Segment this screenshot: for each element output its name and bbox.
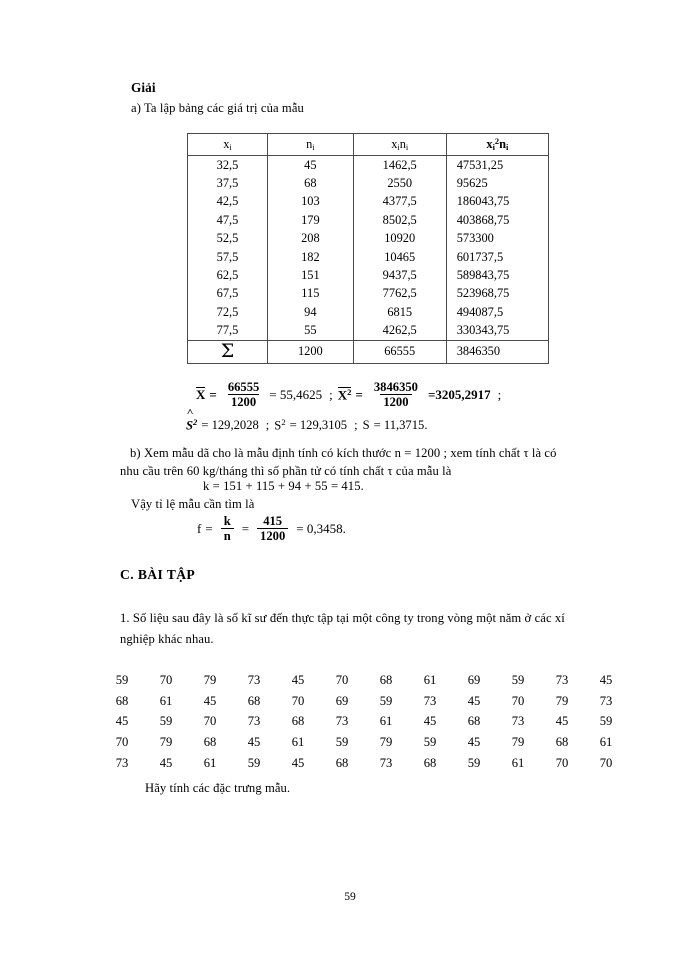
mean-formula bbox=[196, 380, 506, 409]
data-value: 70 bbox=[599, 756, 613, 771]
sample-variance-symbol: ˄ $S^2$ bbox=[186, 406, 198, 433]
f-symbol: f bbox=[197, 520, 202, 536]
exercise-data-grid bbox=[100, 670, 628, 774]
exercises-heading: C. BÀI TẬP bbox=[120, 567, 196, 582]
data-value: 61 bbox=[379, 714, 393, 729]
cell-xini: 10920 bbox=[353, 230, 446, 248]
data-value: 68 bbox=[555, 735, 569, 750]
data-value: 70 bbox=[159, 672, 173, 687]
separator: ; bbox=[329, 386, 333, 402]
fraction-denominator: 1200 bbox=[380, 394, 411, 409]
data-value: 45 bbox=[467, 735, 481, 750]
fraction-denominator: 1200 bbox=[228, 394, 259, 409]
cell-ni: 179 bbox=[267, 211, 353, 229]
cell-ni: 115 bbox=[267, 285, 353, 303]
mean-result: = 55,4625 bbox=[269, 386, 323, 402]
fraction-denominator: 1200 bbox=[257, 528, 288, 543]
cell-ni: 182 bbox=[267, 248, 353, 266]
cell-xini: 4262,5 bbox=[353, 322, 446, 341]
table-row bbox=[188, 285, 549, 303]
equals-sign: = bbox=[241, 520, 250, 536]
cell-xi2ni: 330343,75 bbox=[446, 322, 548, 341]
cell-xi2ni: 186043,75 bbox=[446, 193, 548, 211]
data-value: 79 bbox=[511, 735, 525, 750]
data-value: 61 bbox=[159, 693, 173, 708]
cell-xi: 62,5 bbox=[188, 266, 268, 284]
data-value: 70 bbox=[203, 714, 217, 729]
data-value: 73 bbox=[247, 672, 261, 687]
data-value: 68 bbox=[247, 693, 261, 708]
cell-xi2ni: 601737,5 bbox=[446, 248, 548, 266]
data-value: 68 bbox=[115, 693, 129, 708]
table-row bbox=[188, 266, 549, 284]
table-row bbox=[188, 303, 549, 321]
data-value: 45 bbox=[599, 672, 613, 687]
cell-xi: 47,5 bbox=[188, 211, 268, 229]
variance-value-1: = 129,2028 bbox=[201, 417, 259, 432]
cell-sum-xini: 66555 bbox=[353, 340, 446, 363]
part-b-line-1: b) Xem mẫu dã cho là mẫu định tính có kích thước n = 1200 ; xem tính chất τ là có bbox=[130, 446, 557, 460]
data-grid-row bbox=[100, 753, 628, 774]
data-value: 59 bbox=[599, 714, 613, 729]
solution-heading: Giải bbox=[131, 80, 156, 95]
proportion-result: = 0,3458. bbox=[296, 520, 346, 536]
cell-xi: 52,5 bbox=[188, 230, 268, 248]
mean-square-result: =3205,2917 bbox=[427, 386, 491, 402]
cell-xi: 72,5 bbox=[188, 303, 268, 321]
equals-sign: = bbox=[355, 386, 363, 402]
mean-fraction bbox=[225, 380, 262, 409]
data-value: 68 bbox=[467, 714, 481, 729]
fraction-numerator: k bbox=[223, 514, 231, 528]
data-grid-row bbox=[100, 732, 628, 753]
trailing-separator: ; bbox=[497, 386, 502, 402]
table-row bbox=[188, 174, 549, 192]
cell-xini: 10465 bbox=[353, 248, 446, 266]
data-value: 73 bbox=[247, 714, 261, 729]
data-value: 59 bbox=[423, 735, 437, 750]
cell-sum-ni: 1200 bbox=[267, 340, 353, 363]
table-body bbox=[188, 156, 549, 364]
equals-sign: = bbox=[205, 520, 213, 536]
data-value: 79 bbox=[379, 735, 393, 750]
data-value: 59 bbox=[335, 735, 349, 750]
cell-ni: 68 bbox=[267, 174, 353, 192]
data-value: 45 bbox=[115, 714, 129, 729]
numeric-fraction bbox=[257, 514, 288, 543]
frequency-table bbox=[187, 133, 549, 364]
hat-accent: ˄ bbox=[187, 406, 194, 418]
k-calculation: k = 151 + 115 + 94 + 55 = 415. bbox=[203, 479, 364, 493]
data-value: 45 bbox=[203, 693, 217, 708]
cell-xini: 9437,5 bbox=[353, 266, 446, 284]
mean-symbol: X bbox=[196, 387, 206, 403]
data-value: 73 bbox=[511, 714, 525, 729]
cell-xini: 7762,5 bbox=[353, 285, 446, 303]
separator: ; bbox=[354, 417, 358, 432]
table-row bbox=[188, 322, 549, 341]
table-sum-row bbox=[188, 340, 549, 363]
cell-xi2ni: 523968,75 bbox=[446, 285, 548, 303]
exercise-1-line-2: nghiệp khác nhau. bbox=[120, 632, 214, 646]
cell-xi2ni: 47531,25 bbox=[446, 156, 548, 175]
cell-xi2ni: 589843,75 bbox=[446, 266, 548, 284]
table-row bbox=[188, 230, 549, 248]
solution-part-a-intro: a) Ta lập bảng các giá trị của mẫu bbox=[131, 101, 304, 115]
s-symbol: S bbox=[362, 417, 370, 432]
cell-xini: 2550 bbox=[353, 174, 446, 192]
data-value: 69 bbox=[335, 693, 349, 708]
data-value: 45 bbox=[467, 693, 481, 708]
data-value: 70 bbox=[291, 693, 305, 708]
data-value: 70 bbox=[335, 672, 349, 687]
cell-ni: 208 bbox=[267, 230, 353, 248]
fraction-numerator: 3846350 bbox=[373, 380, 418, 394]
k-over-n-fraction bbox=[221, 514, 234, 543]
data-grid-row bbox=[100, 670, 628, 691]
data-value: 68 bbox=[423, 756, 437, 771]
data-value: 69 bbox=[467, 672, 481, 687]
data-value: 70 bbox=[555, 756, 569, 771]
data-value: 61 bbox=[291, 735, 305, 750]
variance-formula bbox=[186, 406, 428, 433]
data-value: 68 bbox=[203, 735, 217, 750]
data-value: 45 bbox=[159, 756, 173, 771]
cell-xi: 42,5 bbox=[188, 193, 268, 211]
data-value: 79 bbox=[203, 672, 217, 687]
cell-ni: 45 bbox=[267, 156, 353, 175]
column-header-xi2ni: $xi^2ni$ bbox=[446, 134, 548, 156]
data-value: 70 bbox=[511, 693, 525, 708]
cell-xini: 6815 bbox=[353, 303, 446, 321]
data-value: 59 bbox=[159, 714, 173, 729]
cell-xi: 77,5 bbox=[188, 322, 268, 341]
data-value: 61 bbox=[511, 756, 525, 771]
table-header-row bbox=[188, 134, 549, 156]
data-value: 45 bbox=[291, 756, 305, 771]
data-value: 45 bbox=[555, 714, 569, 729]
data-grid-row bbox=[100, 691, 628, 712]
data-value: 68 bbox=[335, 756, 349, 771]
table-row bbox=[188, 211, 549, 229]
data-value: 73 bbox=[423, 693, 437, 708]
table-row bbox=[188, 248, 549, 266]
cell-xi: 32,5 bbox=[188, 156, 268, 175]
data-value: 61 bbox=[423, 672, 437, 687]
separator: ; bbox=[265, 417, 270, 432]
data-value: 73 bbox=[555, 672, 569, 687]
exercise-1-closing: Hãy tính các đặc trưng mẫu. bbox=[145, 781, 291, 795]
column-header-xi: xi bbox=[188, 134, 268, 156]
page-number: 59 bbox=[344, 890, 356, 903]
data-value: 59 bbox=[467, 756, 481, 771]
cell-xi: 57,5 bbox=[188, 248, 268, 266]
cell-ni: 103 bbox=[267, 193, 353, 211]
cell-xi2ni: 494087,5 bbox=[446, 303, 548, 321]
cell-xi2ni: 95625 bbox=[446, 174, 548, 192]
data-value: 61 bbox=[599, 735, 613, 750]
cell-xini: 1462,5 bbox=[353, 156, 446, 175]
equals-sign: = bbox=[209, 386, 217, 402]
data-grid-row bbox=[100, 712, 628, 733]
column-header-ni: ni bbox=[267, 134, 353, 156]
cell-ni: 55 bbox=[267, 322, 353, 341]
data-value: 68 bbox=[291, 714, 305, 729]
part-b-line-2: nhu cầu trên 60 kg/tháng thì số phần tử có tính chất τ của mẫu là bbox=[120, 464, 452, 478]
conclusion-intro: Vậy tỉ lệ mẫu cần tìm là bbox=[131, 497, 255, 511]
cell-xi2ni: 573300 bbox=[446, 230, 548, 248]
data-value: 68 bbox=[379, 672, 393, 687]
exercise-1-line-1: 1. Số liệu sau đây là số kĩ sư đến thực tập tại một công ty trong vòng một năm ở các xí bbox=[120, 611, 565, 625]
variance-value-2: = 129,3105 bbox=[289, 417, 348, 432]
mean-square-symbol: $X^2$ bbox=[337, 387, 352, 403]
std-dev-value: = 11,3715. bbox=[373, 417, 428, 432]
data-value: 73 bbox=[599, 693, 613, 708]
column-header-xini: xini bbox=[353, 134, 446, 156]
fraction-numerator: 66555 bbox=[227, 380, 260, 394]
data-value: 45 bbox=[247, 735, 261, 750]
fraction-numerator: 415 bbox=[263, 514, 283, 528]
fraction-denominator: n bbox=[221, 528, 234, 543]
cell-ni: 151 bbox=[267, 266, 353, 284]
data-value: 79 bbox=[159, 735, 173, 750]
s2-symbol: $S^2$ bbox=[274, 417, 286, 433]
data-value: 61 bbox=[203, 756, 217, 771]
data-value: 73 bbox=[115, 756, 129, 771]
data-value: 73 bbox=[335, 714, 349, 729]
data-value: 59 bbox=[511, 672, 525, 687]
table-row bbox=[188, 156, 549, 175]
data-value: 45 bbox=[291, 672, 305, 687]
cell-xini: 8502,5 bbox=[353, 211, 446, 229]
data-value: 70 bbox=[115, 735, 129, 750]
data-value: 59 bbox=[379, 693, 393, 708]
data-value: 59 bbox=[115, 672, 129, 687]
table-row bbox=[188, 193, 549, 211]
data-value: 73 bbox=[379, 756, 393, 771]
cell-xini: 4377,5 bbox=[353, 193, 446, 211]
cell-xi: 67,5 bbox=[188, 285, 268, 303]
cell-xi: 37,5 bbox=[188, 174, 268, 192]
cell-ni: 94 bbox=[267, 303, 353, 321]
cell-sum-symbol: Σ bbox=[188, 340, 268, 363]
data-value: 79 bbox=[555, 693, 569, 708]
cell-sum-xi2ni: 3846350 bbox=[446, 340, 548, 363]
cell-xi2ni: 403868,75 bbox=[446, 211, 548, 229]
proportion-formula bbox=[197, 514, 346, 543]
mean-square-fraction bbox=[371, 380, 421, 409]
data-value: 45 bbox=[423, 714, 437, 729]
data-value: 59 bbox=[247, 756, 261, 771]
